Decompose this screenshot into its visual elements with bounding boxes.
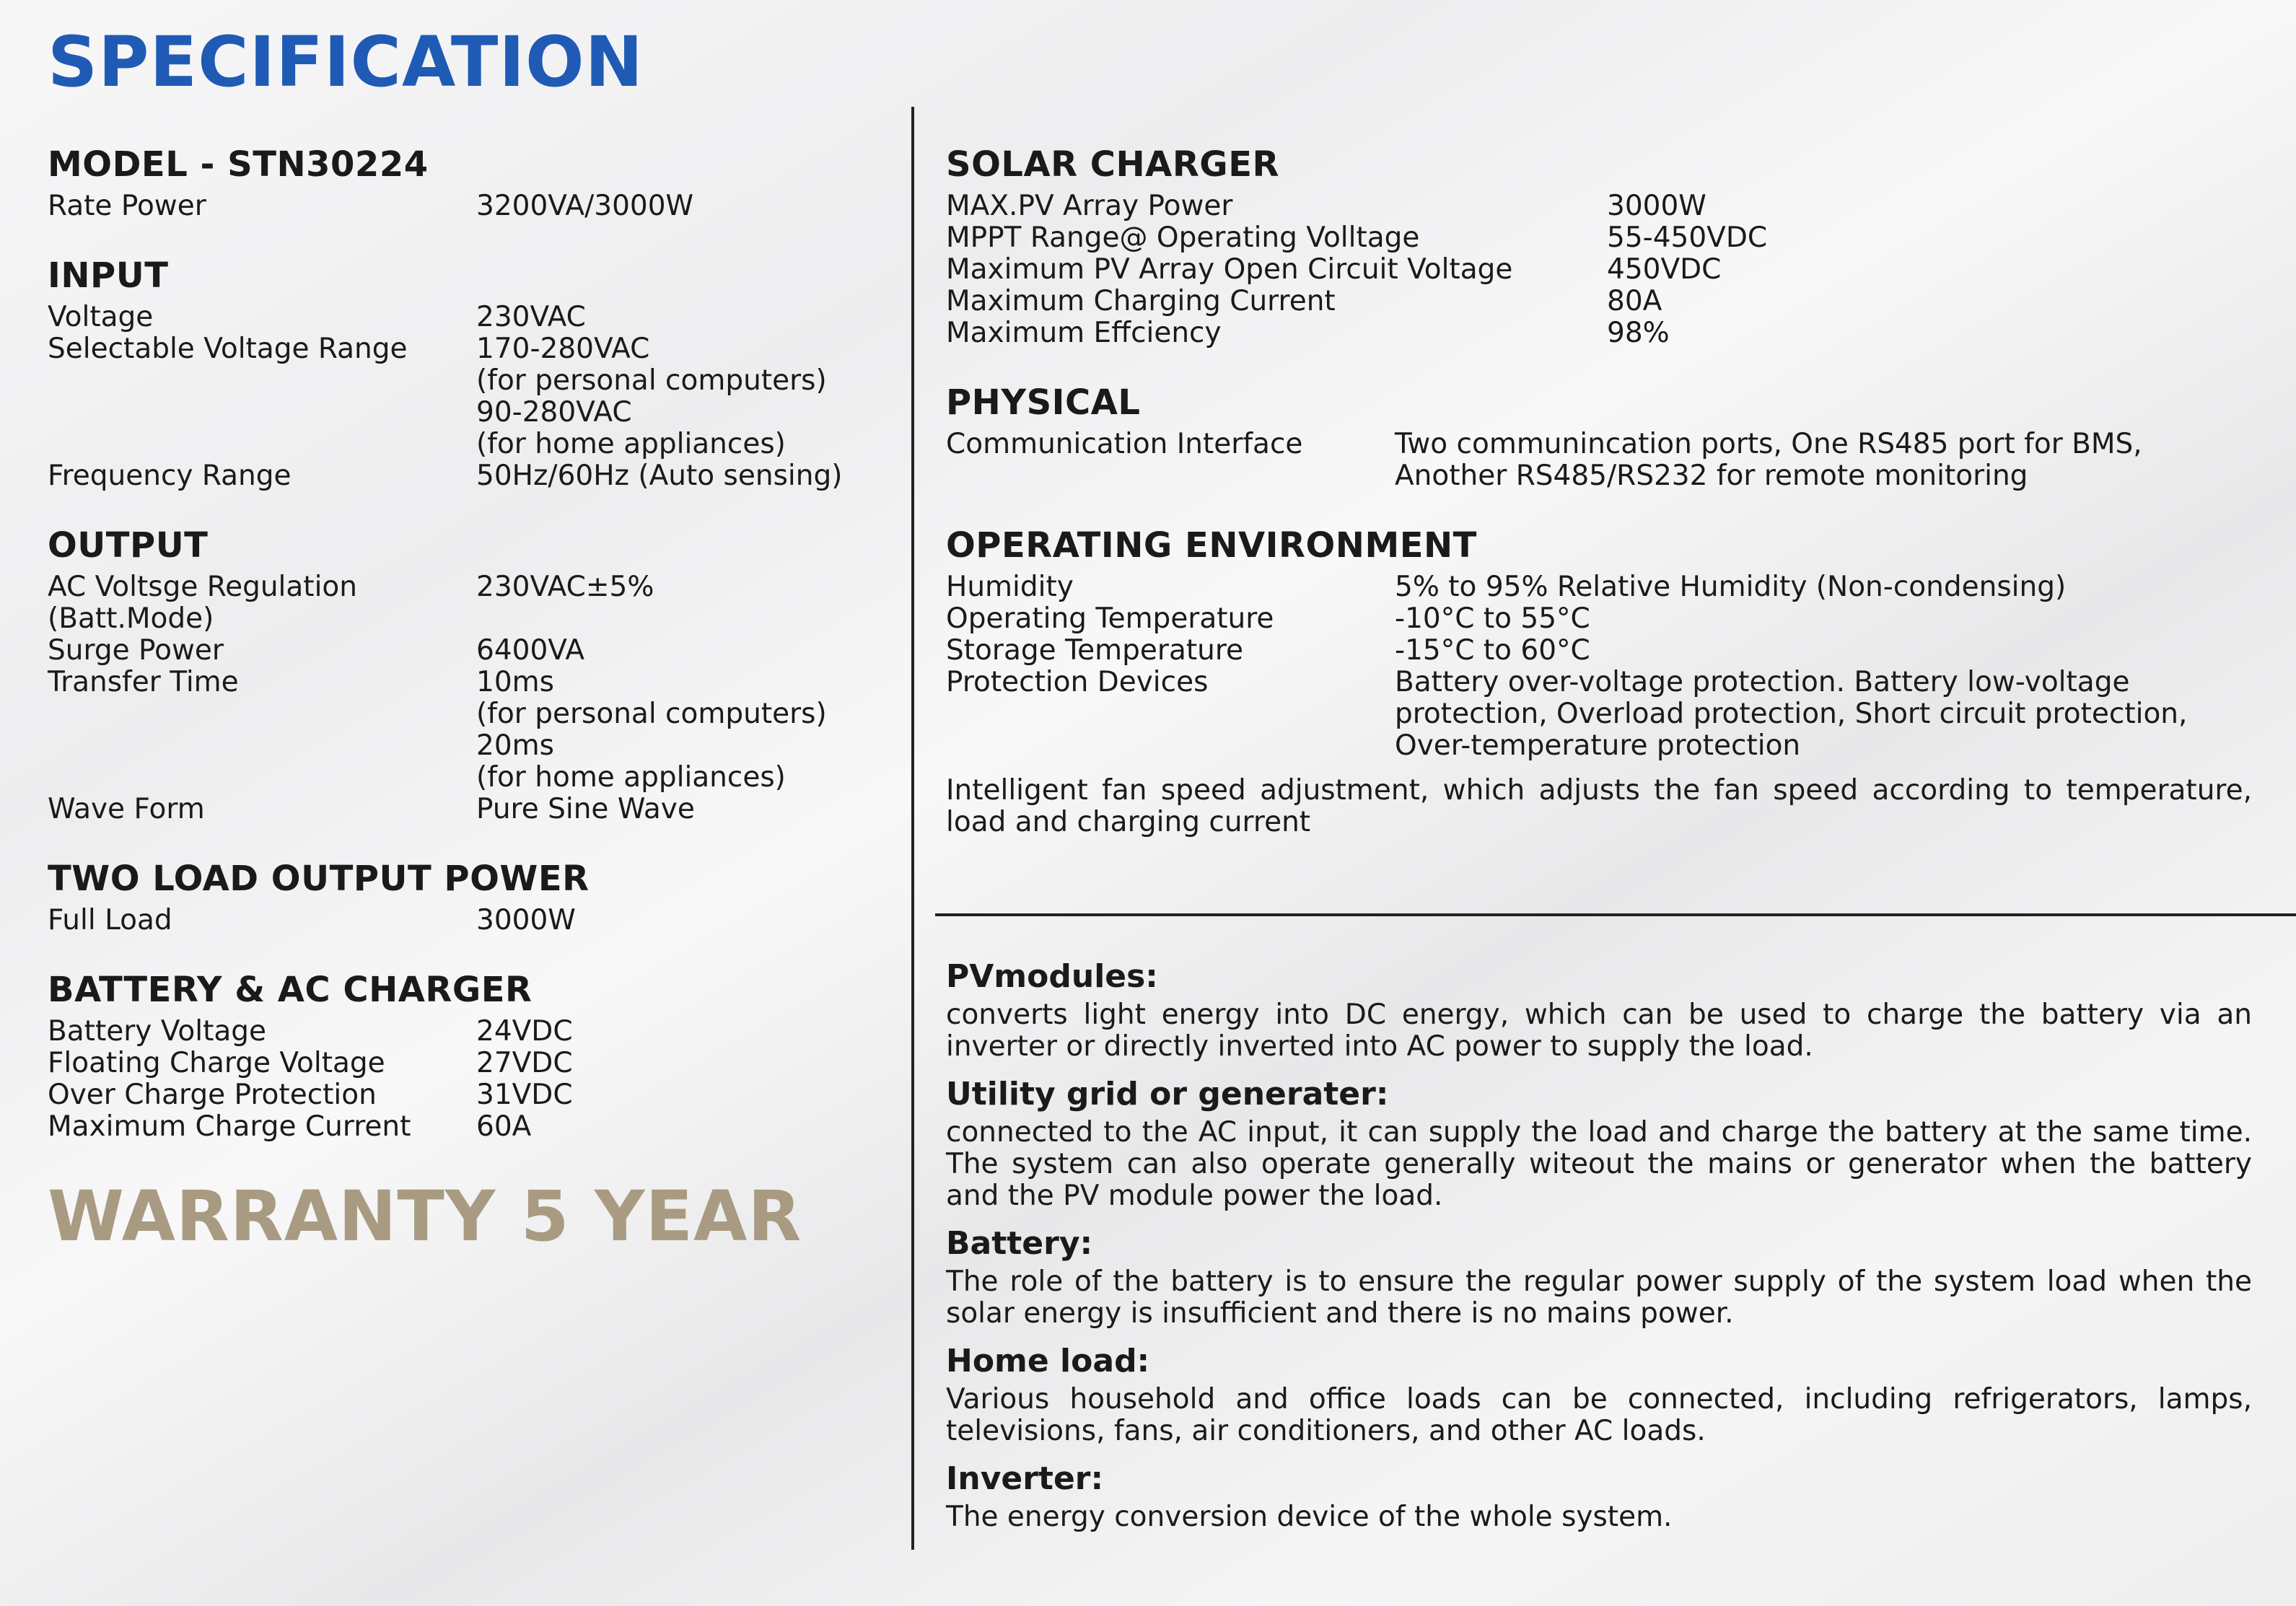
spec-value: 6400VA bbox=[476, 634, 585, 667]
spec-row bbox=[48, 302, 885, 333]
spec-value: 3000W bbox=[476, 904, 576, 936]
spec-value: 3000W bbox=[1607, 190, 1706, 222]
spec-row bbox=[946, 254, 2252, 286]
spec-value: 170-280VAC (for personal computers) 90-280VAC (for home appliances) bbox=[476, 333, 827, 460]
spec-row bbox=[946, 571, 2252, 603]
spec-label: Over Charge Protection bbox=[48, 1079, 377, 1111]
spec-row bbox=[946, 190, 2252, 222]
spec-row bbox=[48, 333, 885, 460]
spec-value: 50Hz/60Hz (Auto sensing) bbox=[476, 460, 843, 492]
section-heading: OPERATING ENVIRONMENT bbox=[946, 525, 1477, 566]
section-heading: TWO LOAD OUTPUT POWER bbox=[48, 859, 590, 899]
spec-label: Surge Power bbox=[48, 634, 224, 667]
spec-label: Protection Devices bbox=[946, 666, 1209, 698]
left-column bbox=[48, 144, 885, 1257]
spec-rows bbox=[48, 1016, 885, 1143]
spec-rows bbox=[946, 190, 2252, 349]
section-divider bbox=[935, 913, 2296, 916]
spec-value: 80A bbox=[1607, 285, 1662, 317]
section-solar bbox=[946, 144, 2252, 349]
spec-label: Maximum Charging Current bbox=[946, 285, 1336, 317]
page-title: SPECIFICATION bbox=[48, 22, 644, 102]
description-title: Inverter: bbox=[946, 1460, 1104, 1497]
spec-label: Full Load bbox=[48, 904, 172, 936]
spec-value: 31VDC bbox=[476, 1079, 573, 1111]
fan-note: Intelligent fan speed adjustment, which adjusts the fan speed according to temperature, load and charging current bbox=[946, 774, 2252, 838]
section-environment bbox=[946, 525, 2252, 838]
spec-rows bbox=[946, 571, 2252, 762]
spec-value: 450VDC bbox=[1607, 253, 1722, 286]
spec-rows bbox=[946, 429, 2252, 492]
spec-label: AC Voltsge Regulation (Batt.Mode) bbox=[48, 571, 357, 635]
spec-value: 24VDC bbox=[476, 1015, 573, 1048]
spec-row bbox=[946, 222, 2252, 254]
description-title: PVmodules: bbox=[946, 958, 1158, 995]
spec-row bbox=[48, 905, 885, 936]
description-title: Home load: bbox=[946, 1343, 1150, 1379]
spec-row bbox=[48, 190, 885, 222]
component-descriptions bbox=[946, 958, 2252, 1546]
warranty-banner: WARRANTY 5 YEAR bbox=[48, 1176, 802, 1257]
spec-label: Storage Temperature bbox=[946, 634, 1244, 667]
spec-label: Operating Temperature bbox=[946, 602, 1274, 635]
spec-value: 55-450VDC bbox=[1607, 221, 1768, 254]
spec-row bbox=[48, 571, 885, 635]
spec-row bbox=[946, 667, 2252, 762]
spec-row bbox=[48, 667, 885, 794]
description-text: connected to the AC input, it can supply the load and charge the battery at the same time. The system can also operate generally witeout the mains or generator when the battery and the PV module power the load. bbox=[946, 1116, 2252, 1212]
spec-row bbox=[946, 429, 2252, 492]
spec-label: Maximum Charge Current bbox=[48, 1110, 411, 1143]
spec-row bbox=[48, 1048, 885, 1079]
spec-rows bbox=[48, 905, 885, 936]
section-physical bbox=[946, 382, 2252, 492]
spec-value: -15°C to 60°C bbox=[1395, 634, 1590, 667]
spec-value: 60A bbox=[476, 1110, 532, 1143]
spec-row bbox=[48, 635, 885, 667]
spec-row bbox=[48, 460, 885, 492]
spec-label: Maximum Effciency bbox=[946, 317, 1222, 349]
spec-label: Transfer Time bbox=[48, 666, 239, 698]
section-heading: BATTERY & AC CHARGER bbox=[48, 970, 533, 1010]
spec-row bbox=[48, 1079, 885, 1111]
spec-label: MAX.PV Array Power bbox=[946, 190, 1233, 222]
spec-value: 230VAC±5% bbox=[476, 571, 654, 603]
spec-value: 27VDC bbox=[476, 1047, 573, 1079]
spec-row bbox=[946, 317, 2252, 349]
spec-value: 5% to 95% Relative Humidity (Non-condensing) bbox=[1395, 571, 2067, 603]
spec-rows bbox=[48, 571, 885, 825]
spec-value: 230VAC bbox=[476, 301, 586, 333]
spec-row bbox=[48, 1016, 885, 1048]
spec-value: Pure Sine Wave bbox=[476, 793, 695, 825]
description-title: Utility grid or generater: bbox=[946, 1076, 1389, 1113]
description-text: The role of the battery is to ensure the regular power supply of the system load when the solar energy is insufficient and there is no mains power. bbox=[946, 1265, 2252, 1330]
spec-label: Voltage bbox=[48, 301, 154, 333]
section-two-load bbox=[48, 859, 885, 936]
spec-label: Frequency Range bbox=[48, 460, 292, 492]
spec-label: Wave Form bbox=[48, 793, 205, 825]
section-heading: OUTPUT bbox=[48, 525, 209, 566]
spec-value: 3200VA/3000W bbox=[476, 190, 694, 222]
spec-row bbox=[48, 1111, 885, 1143]
spec-value: 98% bbox=[1607, 317, 1670, 349]
spec-label: Humidity bbox=[946, 571, 1074, 603]
section-output bbox=[48, 525, 885, 825]
section-battery bbox=[48, 970, 885, 1143]
spec-label: Selectable Voltage Range bbox=[48, 333, 408, 365]
spec-label: Floating Charge Voltage bbox=[48, 1047, 385, 1079]
description-title: Battery: bbox=[946, 1225, 1093, 1262]
section-heading: INPUT bbox=[48, 255, 169, 296]
description-text: The energy conversion device of the whole system. bbox=[946, 1501, 1673, 1533]
section-model bbox=[48, 144, 885, 222]
spec-value: -10°C to 55°C bbox=[1395, 602, 1590, 635]
spec-rows bbox=[48, 302, 885, 492]
section-input bbox=[48, 255, 885, 492]
spec-row bbox=[48, 794, 885, 825]
spec-value: Two communincation ports, One RS485 port for BMS, Another RS485/RS232 for remote monitoring bbox=[1395, 428, 2142, 492]
spec-value: 10ms (for personal computers) 20ms (for home appliances) bbox=[476, 666, 827, 794]
column-divider bbox=[911, 107, 914, 1550]
spec-label: Battery Voltage bbox=[48, 1015, 267, 1048]
section-heading: MODEL - STN30224 bbox=[48, 144, 429, 185]
spec-label: Maximum PV Array Open Circuit Voltage bbox=[946, 253, 1513, 286]
spec-label: Communication Interface bbox=[946, 428, 1303, 460]
spec-row bbox=[946, 635, 2252, 667]
description-text: converts light energy into DC energy, which can be used to charge the battery via an inverter or directly inverted into AC power to supply the load. bbox=[946, 999, 2252, 1063]
spec-row bbox=[946, 603, 2252, 635]
spec-label: Rate Power bbox=[48, 190, 206, 222]
spec-value: Battery over-voltage protection. Battery low-voltage protection, Overload protection, Short circuit protection, Over-temperature protection bbox=[1395, 666, 2188, 762]
spec-rows bbox=[48, 190, 885, 222]
spec-label: MPPT Range@ Operating Volltage bbox=[946, 221, 1420, 254]
description-text: Various household and office loads can be connected, including refrigerators, lamps, televisions, fans, air conditioners, and other AC loads. bbox=[946, 1383, 2252, 1447]
right-column bbox=[946, 144, 2252, 838]
section-heading: PHYSICAL bbox=[946, 382, 1141, 423]
section-heading: SOLAR CHARGER bbox=[946, 144, 1279, 185]
spec-row bbox=[946, 286, 2252, 317]
